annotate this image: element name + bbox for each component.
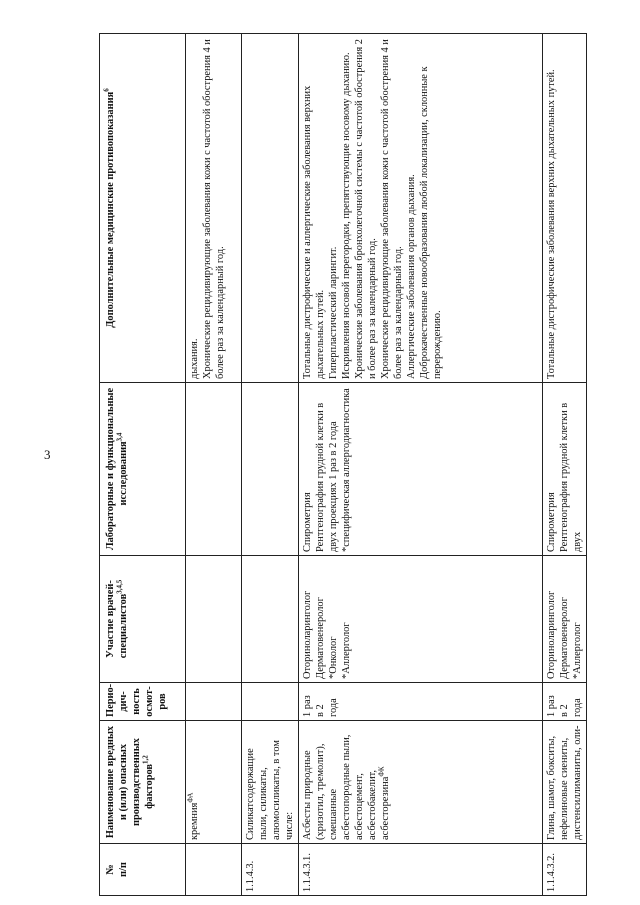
table-row bbox=[543, 34, 587, 896]
cell-doctors bbox=[186, 556, 242, 683]
rotated-page-content bbox=[99, 34, 583, 896]
cell-lab-tests: Спирометрия Рентгенография грудной клетки в двух проекциях 1 раз в 2 года *специфическая аллергодиагностика bbox=[299, 383, 543, 556]
cell-num: 1.1.4.3. bbox=[242, 844, 299, 896]
cell-periodicity: 1 раз в 2 года bbox=[543, 683, 587, 721]
page-number: 3 bbox=[44, 447, 51, 462]
header-contraindications: Дополнительные медицинские противопоказания$^6$ bbox=[100, 34, 186, 383]
cell-factor-name: кремния$^{ФА}$ bbox=[186, 721, 242, 844]
cell-factor-name: Асбесты природные (хризотил, тремолит), смешанные асбестопородные пыли, асбестоцемент, асбестобакелит, асбесторезина$^{ФК}$ bbox=[299, 721, 543, 844]
cell-contraindications: дыхания. Хронические рецидивирующие заболевания кожи с частотой обострения 4 и более раз за календарный год. bbox=[186, 34, 242, 383]
header-factor-name: Наименование вредных и (или) опасных производственных факторов$^{1,2}$ bbox=[100, 721, 186, 844]
medical-requirements-table bbox=[99, 33, 587, 896]
cell-num: 1.1.4.3.1. bbox=[299, 844, 543, 896]
cell-lab-tests bbox=[242, 383, 299, 556]
header-lab-tests: Лабораторные и функциональные исследования$^{3,4}$ bbox=[100, 383, 186, 556]
header-doctors: Участие врачей-специалистов$^{3,4,5}$ bbox=[100, 556, 186, 683]
cell-lab-tests bbox=[186, 383, 242, 556]
cell-doctors: Оториноларинголог Дерматовенеролог *Аллерголог bbox=[543, 556, 587, 683]
table-row bbox=[242, 34, 299, 896]
cell-periodicity: 1 раз в 2 года bbox=[299, 683, 543, 721]
cell-num bbox=[186, 844, 242, 896]
cell-doctors bbox=[242, 556, 299, 683]
cell-doctors: Оториноларинголог Дерматовенеролог *Онколог *Аллерголог bbox=[299, 556, 543, 683]
header-num: № п/п bbox=[100, 844, 186, 896]
header-periodicity: Перио- дич- ность осмот- ров bbox=[100, 683, 186, 721]
cell-periodicity bbox=[186, 683, 242, 721]
cell-num: 1.1.4.3.2. bbox=[543, 844, 587, 896]
cell-factor-name: Глина, шамот, бокситы, нефелиновые сиениты, дистенсиллиманиты, оли- bbox=[543, 721, 587, 844]
cell-contraindications: Тотальные дистрофические и аллергические заболевания верхних дыхательных путей. Гиперпластический ларингит. Искривления носовой перегородки, препятствующие носовому дыханию. Хронические заболевания бронхолегочной системы с частотой обострения 2 и более раз за календарный год. Хронические рецидивирующие заболевания кожи с частотой обострения 4 и более раз за календарный год. Аллергические заболевания органов дыхания. Доброкачественные новообразования любой локализации, склонные к перерождению. bbox=[299, 34, 543, 383]
table-row bbox=[186, 34, 242, 896]
table-header-row bbox=[100, 34, 186, 896]
table-row bbox=[299, 34, 543, 896]
cell-contraindications: Тотальные дистрофические заболевания верхних дыхательных путей. bbox=[543, 34, 587, 383]
cell-contraindications bbox=[242, 34, 299, 383]
cell-periodicity bbox=[242, 683, 299, 721]
cell-factor-name: Силикатсодержащие пыли, силикаты, алюмосиликаты, в том числе: bbox=[242, 721, 299, 844]
cell-lab-tests: Спирометрия Рентгенография грудной клетки в двух bbox=[543, 383, 587, 556]
